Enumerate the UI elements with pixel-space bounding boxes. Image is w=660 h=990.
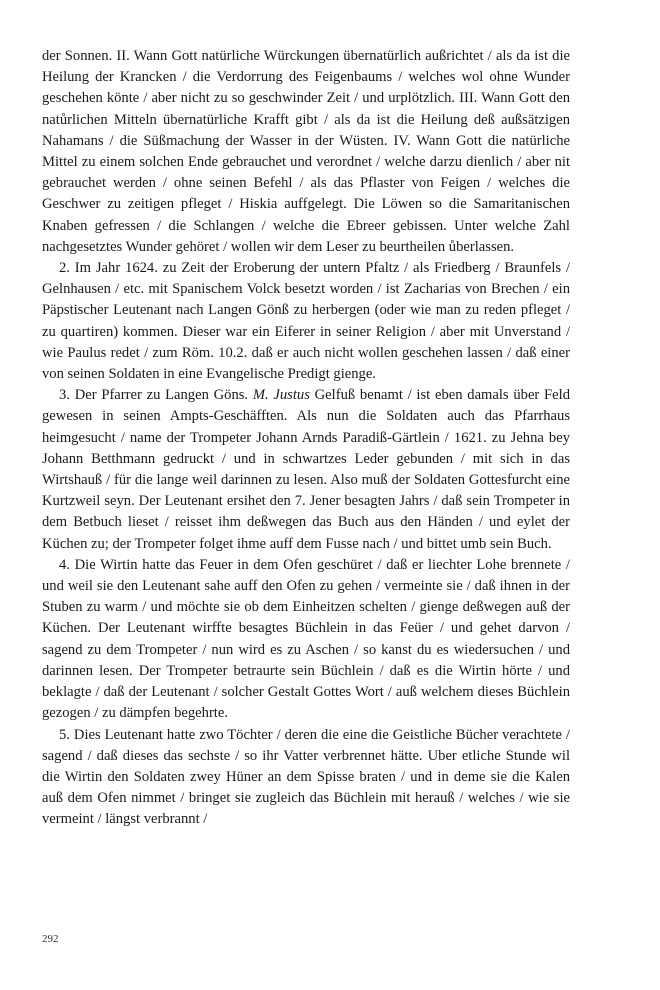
paragraph-3-before: 3. Der Pfarrer zu Langen Göns.	[59, 387, 253, 404]
paragraph-continuation: der Sonnen. II. Wann Gott natürliche Würckungen übernatürlich außrichtet / als da ist die Heilung der Krancken / die Verdorrung des Feigenbaums / welches wol ohne Wunder geschehen könte / aber nicht zu so geschwinder Zeit / und urplötzlich. III. Wann Gott den natůrlichen Mitteln übernatürliche Krafft gibt / als da ist die Heilung deß außsätzigen Nahamans / die Süßmachung der Wasser in der Wüsten. IV. Wann Gott die natürliche Mittel zu einem solchen Ende gebrauchet und verordnet / welche darzu dienlich / aber nit gebrauchet werden / ohne seinen Befehl / als das Pflaster von Feigen / welches die Geschwer zu zeitigen pfleget / Hiskia auffgelegt. Die Löwen so die Samaritanischen Knaben gefressen / die Schlangen / welche die Ebreer gebissen. Unter welche Zahl nachgesetztes Wunder gehöret / wollen wir dem Leser zu beurtheilen ůberlassen.	[42, 48, 570, 255]
paragraph-4: 4. Die Wirtin hatte das Feuer in dem Ofen geschüret / daß er liechter Lohe brennete / und weil sie den Leutenant sahe auff den Ofen zu gehen / vermeinte sie / daß ihnen in der Stuben zu warm / und möchte sie ob dem Einheitzen schelten / gienge deßwegen auß der Küchen. Der Leutenant wirffte besagtes Büchlein in das Feüer / und gehet darvon / sagend zu dem Trompeter / nun wird es zu Aschen / so kanst du es wiedersuchen / und darinnen lesen. Der Trompeter betraurte sein Büchlein / daß es die Wirtin hörte / und beklagte / daß der Leutenant / solcher Gestalt Gottes Wort / auß welchem dieses Büchlein gezogen / zu dämpfen begehrte.	[42, 556, 570, 722]
paragraph-5: 5. Dies Leutenant hatte zwo Töchter / deren die eine die Geistliche Bücher verachtete / sagend / daß dieses das sechste / so ihr Vatter verbrennet hätte. Uber etliche Stunde wil die Wirtin den Soldaten zwey Hüner an dem Spisse braten / und in deme sie die Kalen auß dem Ofen nimmet / bringet sie zugleich das Büchlein mit herauß / welches / wie sie vermeint / längst verbrannt /	[42, 726, 570, 828]
pastor-name: M. Justus	[252, 387, 310, 404]
paragraph-3-after: Gelfuß benamt / ist eben damals über Feld gewesen in seinen Ampts-Geschäfften. Als nun die Soldaten auch das Pfarrhaus heimgesucht / name der Trompeter Johann Arnds Paradiß-Gärtlein / 1621. zu Jehna bey Johann Betthmann gedruckt / und in schwartzes Leder gebunden / mit sich in das Wirtshauß / für die lange weil darinnen zu lesen. Also muß der Soldaten Gottesfurcht eine Kurtzweil seyn. Der Leutenant ersihet den 7. Jener besagten Jahrs / daß sein Trompeter in dem Betbuch lieset / reisset ihm deßwegen das Buch aus den Händen / und eylet der Küchen zu; der Trompeter folget ihme auff dem Fusse nach / und bittet umb sein Buch.	[42, 387, 570, 552]
paragraph-3	[42, 385, 570, 555]
paragraph-2: 2. Im Jahr 1624. zu Zeit der Eroberung der untern Pfaltz / als Friedberg / Braunfels / Gelnhausen / etc. mit Spanischem Volck besetzt worden / ist Zacharias von Brechen / ein Päpstischer Leutenant nach Langen Gönß zu herbergen (oder wie man zu reden pfleget / zu quartiren) kommen. Dieser war ein Eiferer in seiner Religion / aber mit Unverstand / wie Paulus redet / zum Röm. 10.2. daß er auch nicht wollen geschehen lassen / daß einer von seinen Soldaten in eine Evangelische Predigt gienge.	[42, 260, 570, 383]
page-number: 292	[42, 933, 59, 945]
page-body	[42, 46, 570, 831]
